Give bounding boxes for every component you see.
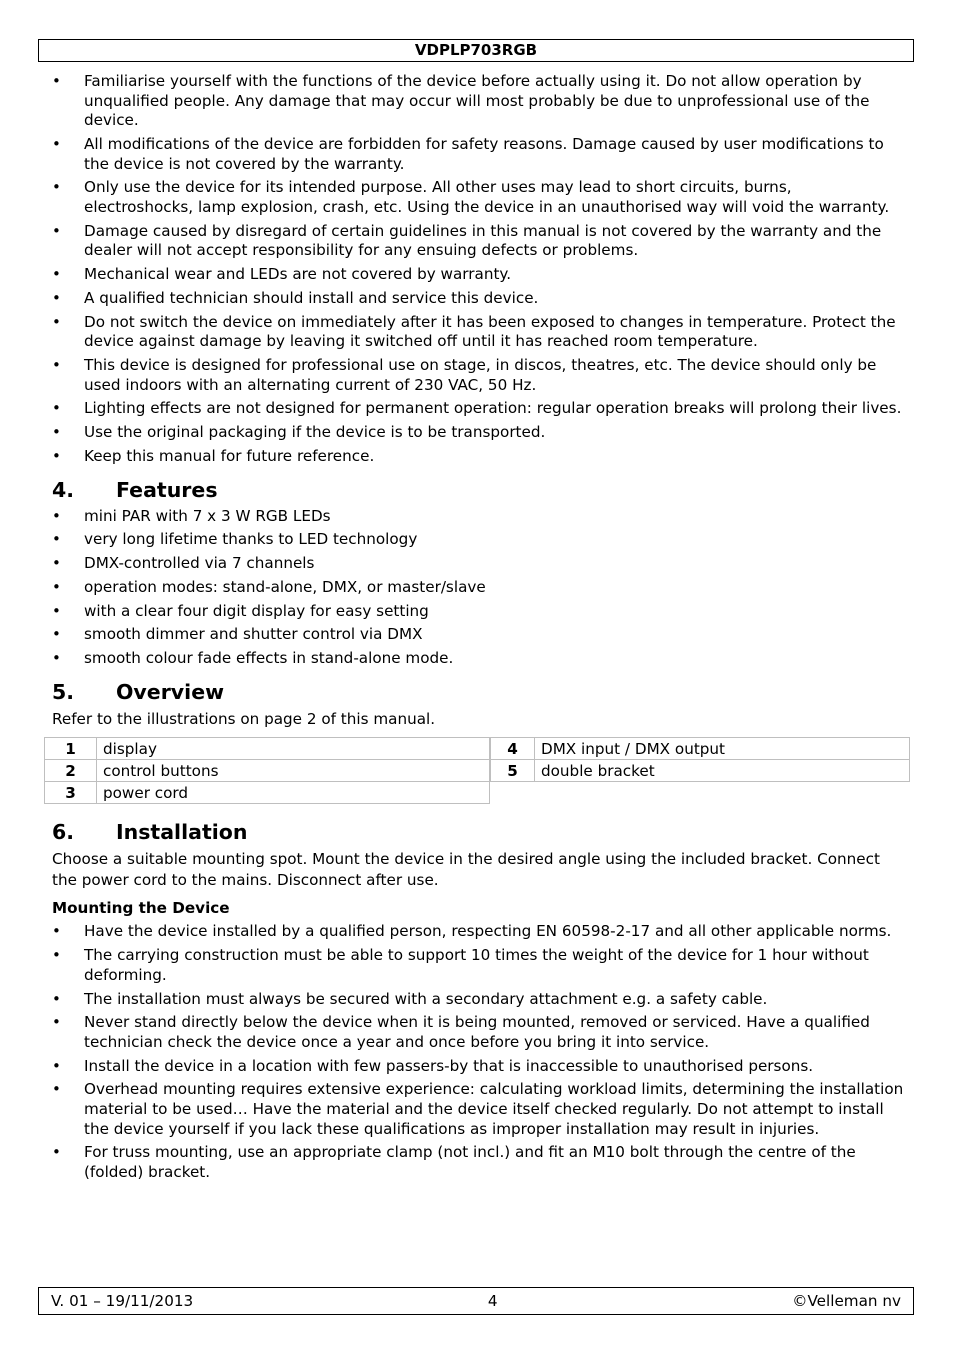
list-item: • For truss mounting, use an appropriate clamp (not incl.) and fit an M10 bolt through the centre of the (folded) bracket. <box>52 1143 904 1182</box>
item-number: 4 <box>491 738 535 760</box>
table-row <box>45 782 490 804</box>
item-number: 5 <box>491 760 535 782</box>
page-footer <box>38 1287 914 1315</box>
list-item: • All modifications of the device are forbidden for safety reasons. Damage caused by user modifications to the device is not covered by the warranty. <box>52 135 904 174</box>
list-item: • Damage caused by disregard of certain guidelines in this manual is not covered by the warranty and the dealer will not accept responsibility for any ensuing defects or problems. <box>52 222 904 261</box>
list-item: • DMX-controlled via 7 channels <box>52 554 904 574</box>
overview-table-right <box>490 737 910 782</box>
installation-number: 6. <box>52 820 75 845</box>
list-item: • Familiarise yourself with the functions of the device before actually using it. Do not allow operation by unqualified people. Any damage that may occur will most probably be due to unprofessional use of the device. <box>52 72 904 131</box>
installation-heading <box>52 819 904 845</box>
list-item: • smooth colour fade effects in stand-alone mode. <box>52 649 904 669</box>
list-item: • The installation must always be secured with a secondary attachment e.g. a safety cable. <box>52 990 904 1010</box>
list-item: • Never stand directly below the device when it is being mounted, removed or serviced. Have a qualified technician check the device once a year and once before you bring it into service. <box>52 1013 904 1052</box>
list-item: • very long lifetime thanks to LED technology <box>52 530 904 550</box>
page-header <box>38 39 914 62</box>
features-title: Features <box>116 477 218 502</box>
installation-text: Choose a suitable mounting spot. Mount the device in the desired angle using the included bracket. Connect the power cord to the mains. Disconnect after use. <box>52 850 880 889</box>
list-item: • Keep this manual for future reference. <box>52 447 904 467</box>
installation-title: Installation <box>116 820 248 845</box>
list-item: • Mechanical wear and LEDs are not covered by warranty. <box>52 265 904 285</box>
safety-bullet-list <box>52 72 904 467</box>
list-item: • Have the device installed by a qualified person, respecting EN 60598-2-17 and all other applicable norms. <box>52 922 904 942</box>
item-label: double bracket <box>535 760 910 782</box>
features-number: 4. <box>52 477 75 502</box>
footer-copyright: ©Velleman nv <box>792 1292 901 1310</box>
item-label: DMX input / DMX output <box>535 738 910 760</box>
features-list <box>52 507 904 669</box>
table-row <box>45 738 490 760</box>
list-item: • The carrying construction must be able to support 10 times the weight of the device for 1 hour without deforming. <box>52 946 904 985</box>
item-number: 2 <box>45 760 97 782</box>
list-item: • smooth dimmer and shutter control via DMX <box>52 625 904 645</box>
page-content <box>52 72 904 1187</box>
overview-number: 5. <box>52 679 75 704</box>
installation-list <box>52 922 904 1182</box>
overview-heading <box>52 679 904 705</box>
list-item: • Overhead mounting requires extensive experience: calculating workload limits, determining the installation material to be used… Have the material and the device itself checked regularly. Do not attempt to install the device yourself if you lack these qualifications as improper installation may result in injuries. <box>52 1080 904 1139</box>
mounting-subheading: Mounting the Device <box>52 899 230 918</box>
table-row <box>45 760 490 782</box>
table-row <box>491 760 910 782</box>
list-item: • mini PAR with 7 x 3 W RGB LEDs <box>52 507 904 527</box>
list-item: • with a clear four digit display for easy setting <box>52 602 904 622</box>
overview-table-left <box>44 737 490 804</box>
overview-tables <box>44 737 904 809</box>
footer-page-number: 4 <box>487 1292 498 1310</box>
list-item: • Only use the device for its intended purpose. All other uses may lead to short circuits, burns, electroshocks, lamp explosion, crash, etc. Using the device in an unauthorised way will void the warranty. <box>52 178 904 217</box>
table-row <box>491 738 910 760</box>
footer-version: V. 01 – 19/11/2013 <box>51 1292 194 1310</box>
overview-title: Overview <box>116 679 225 704</box>
item-label: control buttons <box>97 760 490 782</box>
item-label: power cord <box>97 782 490 804</box>
list-item: • Lighting effects are not designed for permanent operation: regular operation breaks will prolong their lives. <box>52 399 904 419</box>
list-item: • Install the device in a location with few passers-by that is inaccessible to unauthorised persons. <box>52 1057 904 1077</box>
features-heading <box>52 477 904 503</box>
list-item: • A qualified technician should install and service this device. <box>52 289 904 309</box>
list-item: • This device is designed for professional use on stage, in discos, theatres, etc. The device should only be used indoors with an alternating current of 230 VAC, 50 Hz. <box>52 356 904 395</box>
item-label: display <box>97 738 490 760</box>
item-number: 1 <box>45 738 97 760</box>
item-number: 3 <box>45 782 97 804</box>
list-item: • Use the original packaging if the device is to be transported. <box>52 423 904 443</box>
list-item: • operation modes: stand-alone, DMX, or master/slave <box>52 578 904 598</box>
header-title: VDPLP703RGB <box>414 41 538 59</box>
list-item: • Do not switch the device on immediately after it has been exposed to changes in temperature. Protect the device against damage by leaving it switched off until it has reached room temperature. <box>52 313 904 352</box>
overview-text: Refer to the illustrations on page 2 of this manual. <box>52 709 436 728</box>
